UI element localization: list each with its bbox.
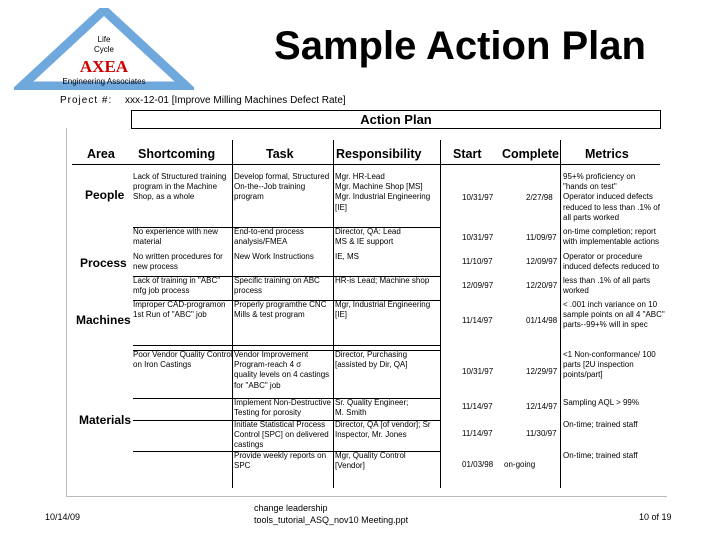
start-date: 11/14/97 [462,402,493,411]
shortcoming-text: No written procedures for [133,252,223,261]
metrics-text: less than .1% of all parts [563,276,651,285]
responsibility-text: Director, QA [of vendor]; Sr [335,420,431,429]
responsibility-text: Mgr, Quality Control [335,451,406,460]
header-start: Start [453,147,482,161]
complete-date: 12/09/97 [526,257,558,266]
task-text: Specific training on ABC [234,276,320,285]
footer-center-line1: change leadership [254,503,328,513]
responsibility-text: Director, QA: Lead [335,227,401,236]
complete-date: 11/30/97 [526,429,557,438]
logo-brand: AXEA [79,57,129,76]
metrics-text: Operator or procedure [563,252,643,261]
action-plan-title: Action Plan [131,110,661,129]
project-label: Project #: [60,95,113,106]
complete-date: 11/09/97 [526,233,557,242]
task-text: for "ABC" job [234,380,281,390]
shortcoming-text: new process [133,262,178,272]
responsibility-text: Mgr. Industrial Engineering [335,192,431,202]
start-date: 11/14/97 [462,429,493,438]
column-divider [560,140,561,488]
responsibility-text: Sr. Quality Engineer; [335,398,409,407]
metrics-text: "hands on test" [563,182,617,192]
responsibility-text: [Vendor] [335,461,365,471]
metrics-text: On-time; trained staff [563,420,638,429]
column-divider [232,140,233,488]
header-shortcoming: Shortcoming [138,147,216,161]
complete-date: 12/20/97 [526,281,558,290]
task-text: Implement Non-Destructive [234,398,331,407]
header-complete: Complete [502,147,559,161]
logo-top-text: Life [97,35,111,44]
responsibility-text: Mgr, Industrial Engineering [335,300,431,309]
start-date: 10/31/97 [462,233,494,242]
responsibility-text: MS & IE support [335,237,394,247]
shortcoming-text: Shop, as a whole [133,192,195,202]
task-text: program [234,192,264,202]
task-text: Provide weekly reports on [234,451,327,460]
task-text: Testing for porosity [234,408,302,418]
responsibility-text: Mgr. HR-Lead [335,172,385,181]
start-date: 10/31/97 [462,193,494,202]
task-text: Mills & test program [234,310,305,320]
responsibility-text: HR-is Lead; Machine shop [335,276,430,285]
complete-date: 01/14/98 [526,316,558,325]
slide-title: Sample Action Plan [274,24,646,68]
shortcoming-text: mfg job process [133,286,190,296]
row-divider [133,345,440,346]
area-people: People [85,188,125,202]
metrics-text: < .001 inch variance on 10 [563,300,658,309]
responsibility-text: IE, MS [335,252,360,261]
project-value: xxx-12-01 [Improve Milling Machines Defect Rate] [125,95,346,106]
shortcoming-text: Poor Vendor Quality Control [133,350,233,359]
metrics-text: worked [563,286,589,296]
metrics-text: reduced to less than .1% of [563,202,660,212]
shortcoming-text: Lack of training in "ABC" [133,276,221,285]
start-date: 11/14/97 [462,316,493,325]
footer-center [254,502,408,526]
responsibility-text: [IE] [335,310,348,320]
logo-bottom-text: Engineering Associates [62,77,146,86]
metrics-text: Operator induced defects [563,192,653,202]
metrics-text: with implementable actions [563,237,660,247]
start-date: 12/09/97 [462,281,494,290]
company-logo [14,8,194,90]
task-text: Control [SPC] on delivered [234,430,329,440]
responsibility-text: Inspector, Mr. Jones [335,430,407,440]
shortcoming-text: Improper CAD-programon [133,300,226,309]
metrics-text: 95+% proficiency on [563,172,636,181]
responsibility-text: M. Smith [335,408,367,418]
column-divider [333,140,334,488]
task-text: process [234,286,263,296]
task-text: End-to-end process [234,227,304,236]
start-date: 11/10/97 [462,257,493,266]
start-date: 10/31/97 [462,367,494,376]
shortcoming-text: program in the Machine [133,182,218,192]
responsibility-text: [assisted by Dir, QA] [335,360,408,370]
footer-page: 10 of 19 [639,512,672,522]
metrics-text: sample points on all 4 "ABC" [563,310,665,320]
header-task: Task [266,147,294,161]
task-text: castings [234,440,264,450]
shortcoming-text: on Iron Castings [133,360,192,370]
header-area: Area [87,147,115,161]
task-text: Vendor Improvement [234,350,309,359]
header-metrics: Metrics [585,147,629,161]
column-divider [440,140,441,488]
task-text: Initiate Statistical Process [234,420,326,429]
header-responsibility: Responsibility [336,147,422,161]
metrics-text: On-time; trained staff [563,451,638,460]
start-date: 01/03/98 [462,460,494,469]
shortcoming-text: Lack of Structured training [133,172,227,181]
responsibility-text: Director, Purchasing [335,350,408,359]
metrics-text: parts--99+% will in spec [563,320,648,330]
task-text: analysis/FMEA [234,237,288,247]
task-text: Develop formal, Structured [234,172,330,181]
complete-date: 12/14/97 [526,402,558,411]
responsibility-text: [IE] [335,202,348,212]
complete-date: 2/27/98 [526,193,553,202]
task-text: quality levels on 4 castings [234,370,330,380]
project-line [60,95,346,106]
shortcoming-text: material [133,237,162,247]
metrics-text: points/part] [563,370,603,380]
logo-mid-text: Cycle [93,45,115,54]
responsibility-text: Mgr. Machine Shop [MS] [335,182,423,192]
metrics-text: all parts worked [563,212,620,222]
metrics-text: on-time completion; report [563,227,656,236]
task-text: On-the--Job training [234,182,306,192]
task-text: Properly programthe CNC [234,300,327,309]
metrics-text: parts [2U inspection [563,360,634,370]
footer-date: 10/14/09 [45,512,81,522]
footer-center-line2: tools_tutorial_ASQ_nov10 Meeting.ppt [254,515,409,525]
task-text: SPC [234,461,251,471]
area-machines: Machines [76,313,131,327]
shortcoming-text: No experience with new [133,227,218,236]
complete-date: 12/29/97 [526,367,558,376]
metrics-text: <1 Non-conformance/ 100 [563,350,656,359]
metrics-text: Sampling AQL > 99% [563,398,639,407]
task-text: New Work Instructions [234,252,314,261]
complete-date: on-going [504,460,536,469]
metrics-text: induced defects reduced to [563,262,660,272]
area-materials: Materials [79,413,132,427]
task-text: Program-reach 4 σ [234,360,302,370]
header-divider [72,164,660,165]
shortcoming-text: 1st Run of "ABC" job [133,310,207,320]
area-process: Process [80,256,127,270]
